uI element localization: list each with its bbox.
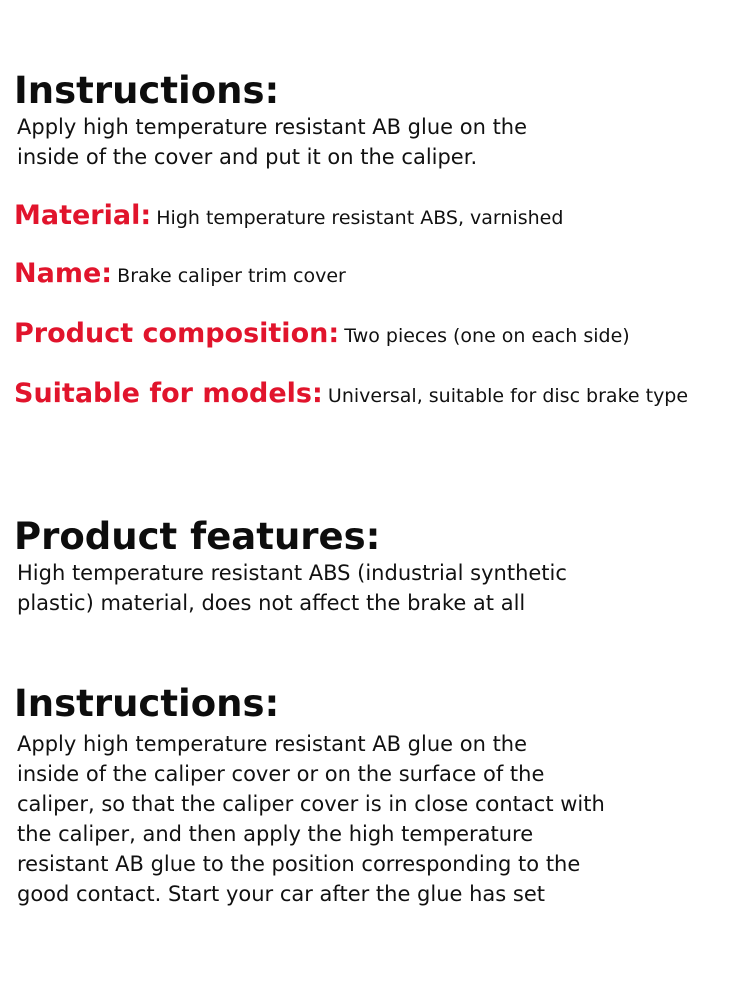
spec-value: High temperature resistant ABS, varnished [156, 207, 564, 229]
product-features-heading: Product features: [14, 515, 381, 558]
text-line: good contact. Start your car after the glue has set [17, 882, 546, 906]
spec-suitable-models [14, 377, 688, 414]
text-line: caliper, so that the caliper cover is in close contact with [17, 792, 605, 816]
spec-material [14, 199, 563, 236]
text-line: resistant AB glue to the position corresponding to the [17, 852, 581, 876]
spec-value: Two pieces (one on each side) [344, 325, 630, 347]
text-line: Apply high temperature resistant AB glue on the [17, 115, 528, 139]
text-line: Apply high temperature resistant AB glue on the [17, 732, 528, 756]
spec-value: Universal, suitable for disc brake type [327, 385, 689, 407]
instructions-text-2 [17, 729, 605, 909]
spec-label: Product composition: [14, 318, 340, 349]
spec-label: Suitable for models: [14, 378, 323, 409]
text-line: inside of the cover and put it on the caliper. [17, 145, 478, 169]
spec-product-composition [14, 317, 630, 354]
text-line: inside of the caliper cover or on the surface of the [17, 762, 545, 786]
spec-name [14, 257, 346, 294]
product-features-text [17, 558, 567, 618]
text-line: plastic) material, does not affect the brake at all [17, 591, 526, 615]
instructions-heading: Instructions: [14, 69, 280, 112]
instructions-heading-2: Instructions: [14, 682, 280, 725]
spec-value: Brake caliper trim cover [117, 265, 346, 287]
text-line: the caliper, and then apply the high temperature [17, 822, 534, 846]
instructions-text [17, 112, 527, 172]
spec-label: Material: [14, 200, 152, 231]
spec-label: Name: [14, 258, 113, 289]
text-line: High temperature resistant ABS (industrial synthetic [17, 561, 567, 585]
